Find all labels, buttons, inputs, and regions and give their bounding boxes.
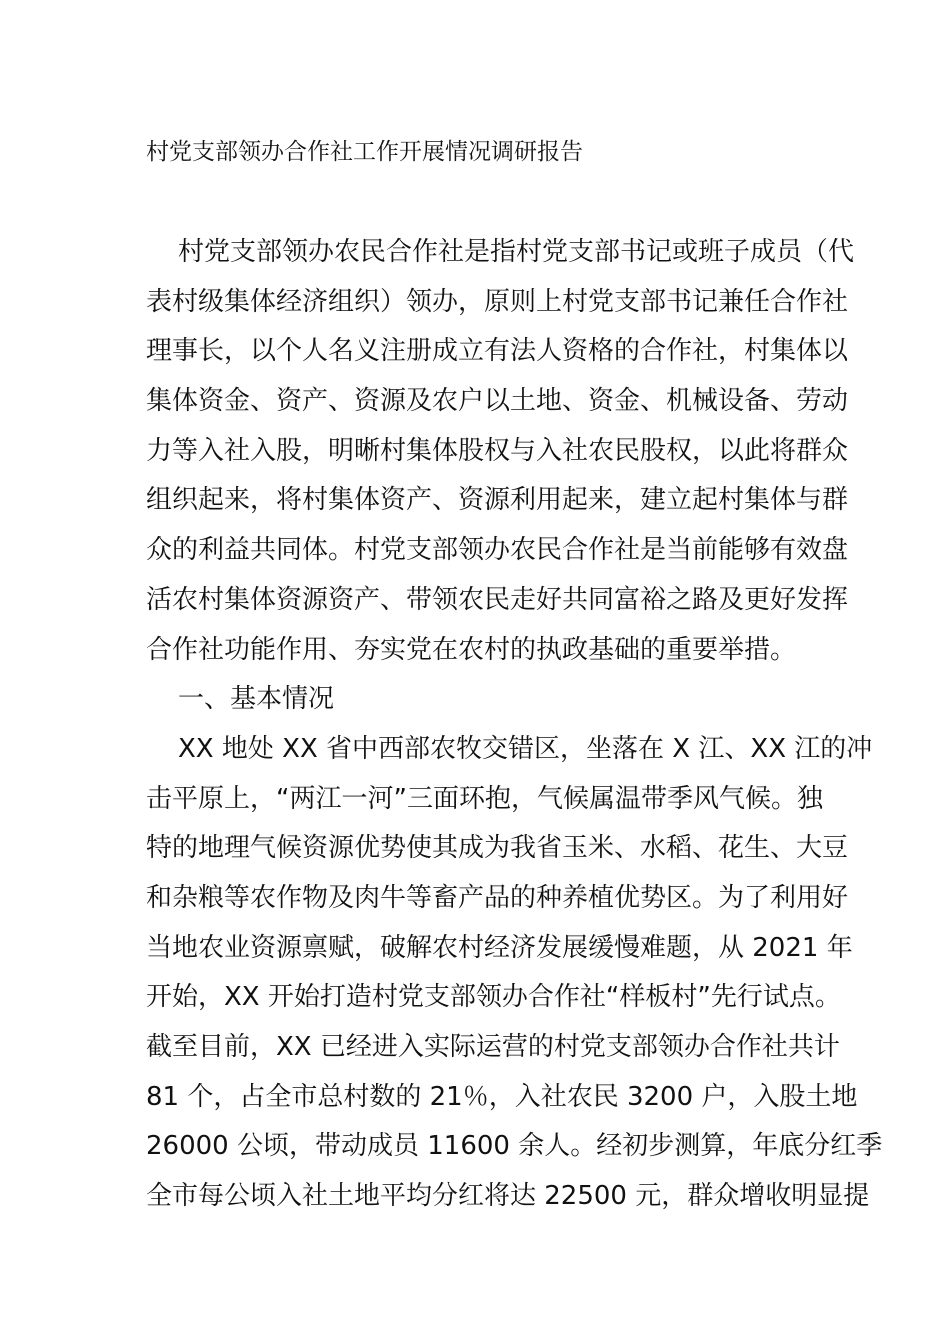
paragraph-line: 击平原上，“两江一河”三面环抱，气候属温带季风气候。独 xyxy=(146,783,823,814)
paragraph-line: 理事长，以个人名义注册成立有法人资格的合作社，村集体以 xyxy=(146,336,849,367)
document-title: 村党支部领办合作社工作开展情况调研报告 xyxy=(146,139,583,165)
paragraph-line: 活农村集体资源资产、带领农民走好共同富裕之路及更好发挥 xyxy=(146,584,849,615)
paragraph-line: 众的利益共同体。村党支部领办农民合作社是当前能够有效盘 xyxy=(146,535,849,566)
section-heading: 一、基本情况 xyxy=(178,684,335,715)
paragraph-line: 合作社功能作用、夯实党在农村的执政基础的重要举措。 xyxy=(146,634,797,665)
paragraph-line: 村党支部领办农民合作社是指村党支部书记或班子成员（代 xyxy=(178,237,855,267)
paragraph-line: 特的地理气候资源优势使其成为我省玉米、水稻、花生、大豆 xyxy=(146,833,849,864)
paragraph-line: XX 地处 XX 省中西部农牧交错区，坐落在 X 江、XX 江的冲 xyxy=(178,733,873,764)
paragraph-line: 开始，XX 开始打造村党支部领办合作社“样板村”先行试点。 xyxy=(146,982,841,1013)
document-body xyxy=(146,228,883,1222)
paragraph-line: 集体资金、资产、资源及农户以土地、资金、机械设备、劳动 xyxy=(146,386,849,417)
paragraph-line: 表村级集体经济组织）领办，原则上村党支部书记兼任合作社 xyxy=(146,286,849,317)
paragraph-line: 截至目前，XX 已经进入实际运营的村党支部领办合作社共计 xyxy=(146,1032,840,1062)
paragraph-line: 组织起来，将村集体资产、资源利用起来，建立起村集体与群 xyxy=(146,485,849,516)
paragraph-line: 26000 公顷，带动成员 11600 余人。经初步测算，年底分红季 xyxy=(146,1131,883,1162)
paragraph-line: 81 个，占全市总村数的 21％，入社农民 3200 户，入股土地 xyxy=(146,1081,858,1112)
paragraph-line: 当地农业资源禀赋，破解农村经济发展缓慢难题，从 2021 年 xyxy=(146,932,853,963)
paragraph-line: 全市每公顷入社土地平均分红将达 22500 元，群众增收明显提 xyxy=(146,1181,870,1212)
paragraph-line: 和杂粮等农作物及肉牛等畜产品的种养植优势区。为了利用好 xyxy=(146,882,849,913)
paragraph-line: 力等入社入股，明晰村集体股权与入社农民股权，以此将群众 xyxy=(146,435,849,466)
